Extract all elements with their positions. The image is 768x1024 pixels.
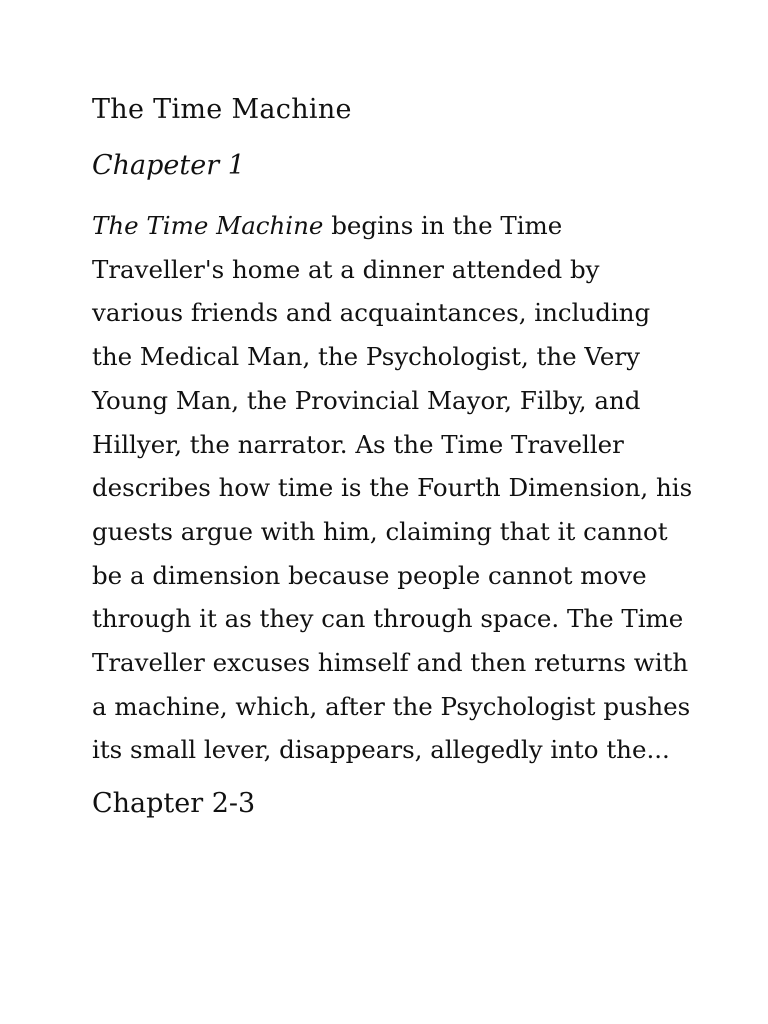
summary-line: describes how time is the Fourth Dimension, his — [92, 473, 693, 503]
summary-line — [92, 204, 692, 248]
summary-line: a machine, which, after the Psychologist pushes — [92, 691, 691, 721]
book-title-italic: The Time Machine — [92, 211, 324, 240]
summary-line: Traveller excuses himself and then returns with — [92, 648, 689, 678]
summary-line: various friends and acquaintances, including — [92, 298, 651, 328]
summary-line-text: begins in the Time — [323, 211, 563, 240]
summary-line: through it as they can through space. The Time — [92, 604, 684, 634]
document-title: The Time Machine — [92, 94, 352, 125]
chapter-1-summary — [92, 204, 692, 772]
summary-line: Traveller's home at a dinner attended by — [92, 254, 600, 284]
summary-line: guests argue with him, claiming that it cannot — [92, 516, 668, 546]
summary-line: the Medical Man, the Psychologist, the Very — [92, 342, 640, 372]
summary-line: Hillyer, the narrator. As the Time Traveller — [92, 429, 624, 459]
summary-line: be a dimension because people cannot move — [92, 560, 647, 590]
summary-line: its small lever, disappears, allegedly into the... — [92, 735, 670, 765]
chapter-1-heading: Chapeter 1 — [92, 150, 245, 181]
summary-line: Young Man, the Provincial Mayor, Filby, and — [92, 385, 641, 415]
chapter-2-3-heading: Chapter 2-3 — [92, 788, 256, 819]
